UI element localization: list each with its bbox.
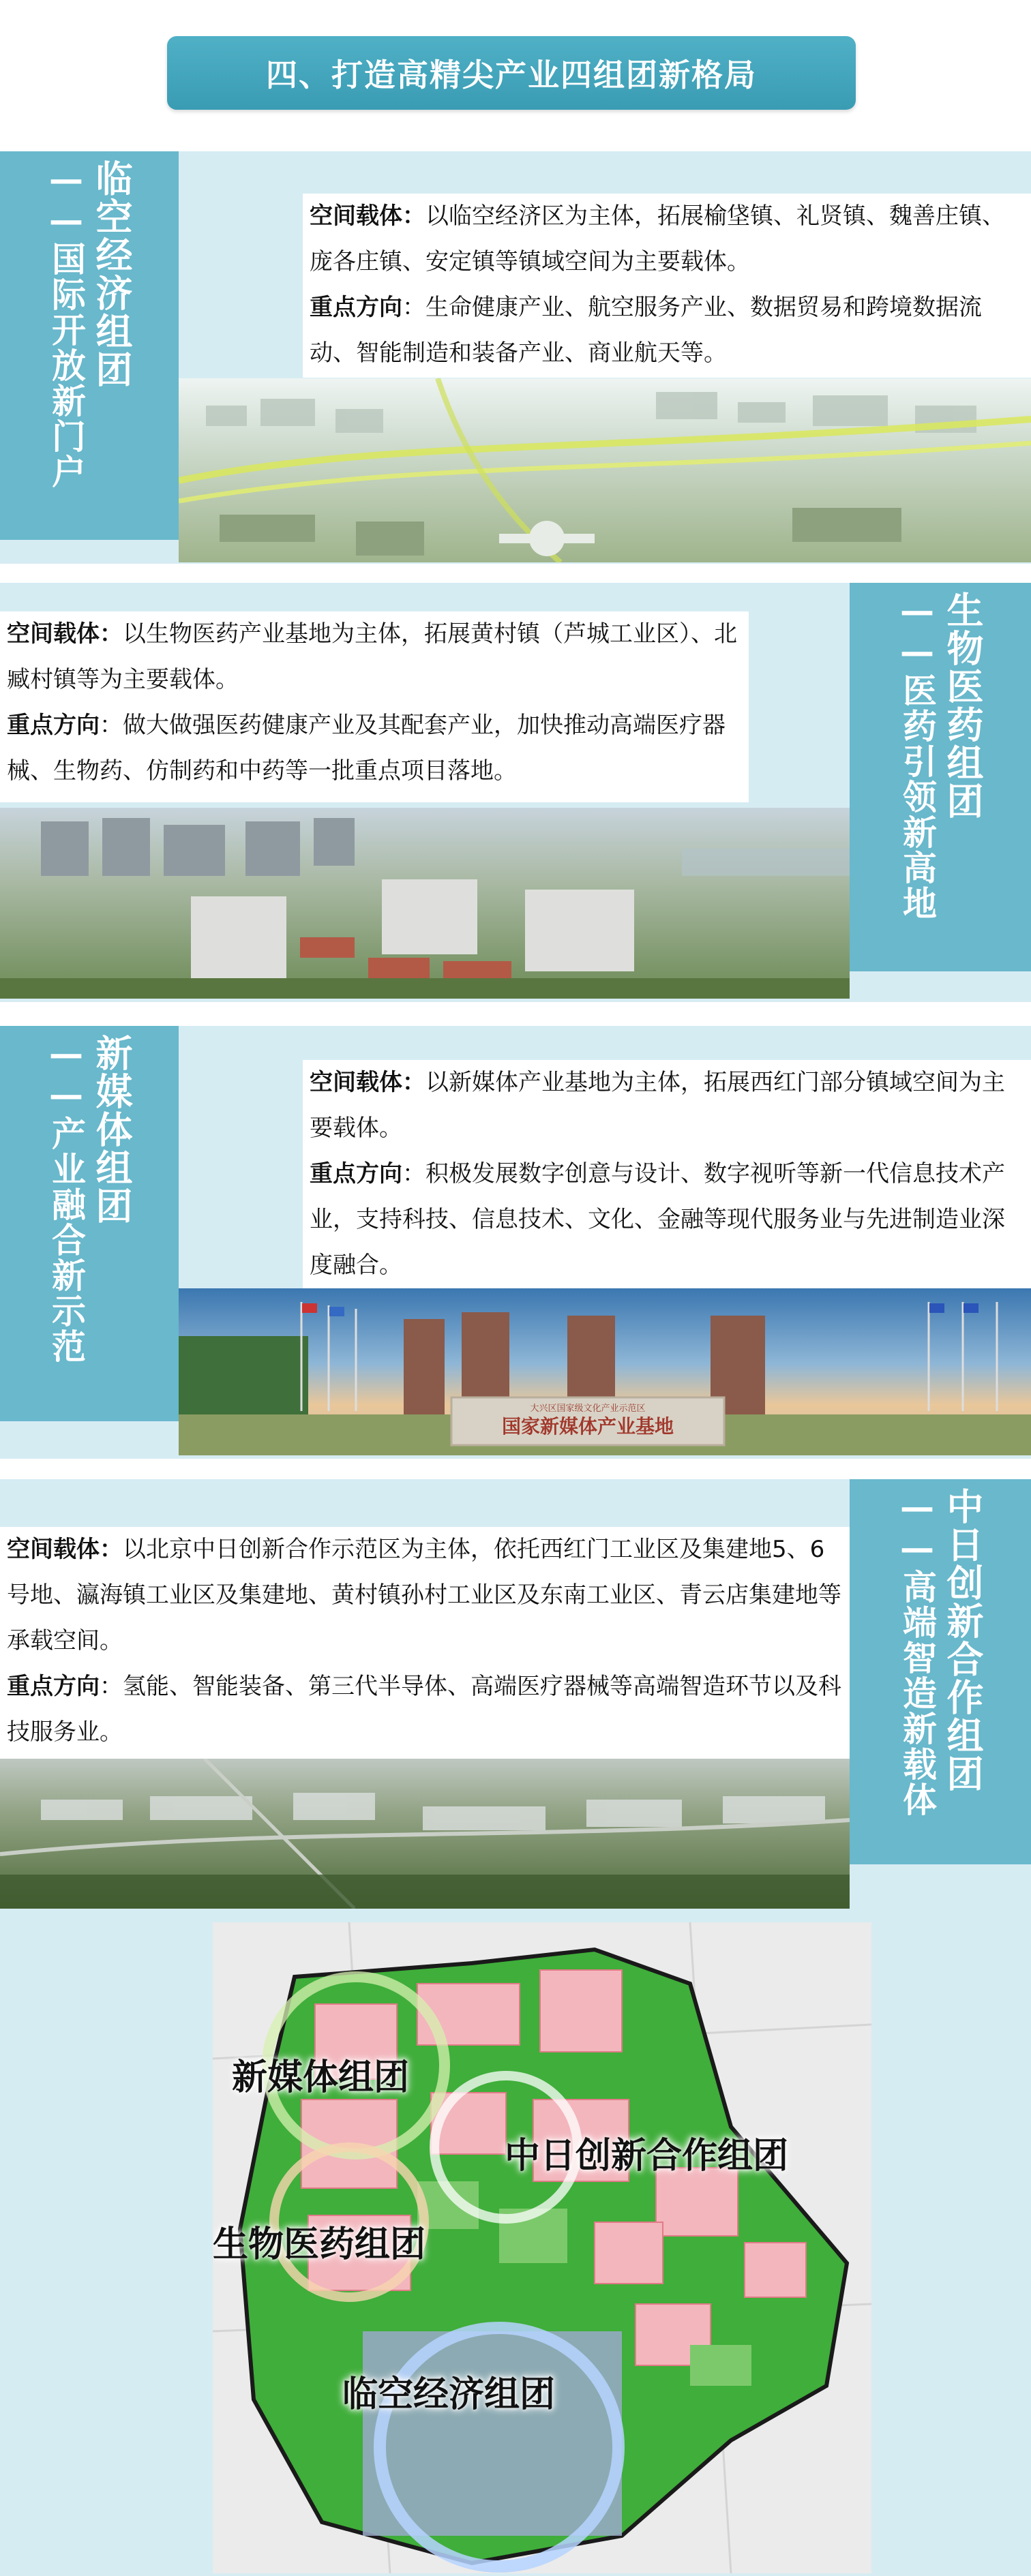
cluster-4-slogan: ——高端智造新载体 bbox=[897, 1487, 937, 1817]
cluster-4-focus-label: 重点方向 bbox=[7, 1673, 100, 1700]
cluster-2-name: 生物医药组团 bbox=[941, 591, 984, 820]
cluster-3-slogan: ——产业融合新示范 bbox=[46, 1034, 86, 1364]
cluster-3-description bbox=[303, 1060, 1031, 1288]
map-label-media: 新媒体组团 bbox=[232, 2057, 410, 2098]
cluster-3-space-label: 空间载体： bbox=[310, 1069, 425, 1096]
cluster-2-space-text: 以生物医药产业基地为主体，拓展黄村镇（芦城工业区）、北臧村镇等为主要载体。 bbox=[7, 620, 737, 693]
cluster-2-industrial-park-photo bbox=[0, 808, 850, 999]
cluster-2-focus-text: ：做大做强医药健康产业及其配套产业，加快推动高端医疗器械、生物药、仿制药和中药等一批重点项目落地。 bbox=[7, 712, 726, 785]
cluster-2-sidebar bbox=[850, 583, 1031, 971]
cluster-3-focus-label: 重点方向 bbox=[310, 1160, 402, 1187]
page-title: 四、打造高精尖产业四组团新格局 bbox=[167, 36, 856, 110]
cluster-1-slogan: ——国际开放新门户 bbox=[46, 160, 86, 489]
cluster-4-sidebar bbox=[850, 1479, 1031, 1864]
cluster-1-description bbox=[303, 194, 1031, 378]
district-map bbox=[213, 1922, 871, 2573]
cluster-2-focus-label: 重点方向 bbox=[7, 712, 100, 739]
cluster-1-sidebar bbox=[0, 151, 179, 540]
cluster-2-space-label: 空间载体： bbox=[7, 620, 123, 648]
cluster-3-focus-text: ：积极发展数字创意与设计、数字视听等新一代信息技术产业，支持科技、信息技术、文化、金融等现代服务业与先进制造业深度融合。 bbox=[310, 1160, 1005, 1279]
cluster-4-space-label: 空间载体： bbox=[7, 1536, 123, 1563]
cluster-4-aerial-photo bbox=[0, 1759, 850, 1909]
cluster-4-space-text: 以北京中日创新合作示范区为主体，依托西红门工业区及集建地5、6号地、瀛海镇工业区及集建地、黄村镇孙村工业区及东南工业区、青云店集建地等承载空间。 bbox=[7, 1536, 841, 1654]
cluster-1-space-label: 空间载体： bbox=[310, 202, 425, 230]
cluster-1-focus-text: ：生命健康产业、航空服务产业、数据贸易和跨境数据流动、智能制造和装备产业、商业航天等。 bbox=[310, 294, 982, 367]
cluster-1-focus-label: 重点方向 bbox=[310, 294, 402, 321]
cluster-3-sidebar bbox=[0, 1026, 179, 1421]
cluster-4-focus-text: ：氢能、智能装备、第三代半导体、高端医疗器械等高端智造环节以及科技服务业。 bbox=[7, 1673, 841, 1746]
cluster-1-name: 临空经济组团 bbox=[90, 160, 133, 389]
cluster-4-name: 中日创新合作组团 bbox=[941, 1487, 984, 1793]
map-label-bio: 生物医药组团 bbox=[213, 2224, 426, 2265]
cluster-3-media-base-photo bbox=[179, 1288, 1031, 1455]
map-label-airport: 临空经济组团 bbox=[342, 2374, 556, 2415]
cluster-1-aerial-photo bbox=[179, 378, 1031, 562]
map-label-sino-japan: 中日创新合作组团 bbox=[505, 2136, 789, 2177]
cluster-2-description bbox=[0, 611, 749, 802]
cluster-4-description bbox=[0, 1527, 850, 1759]
media-base-sign-title: 国家新媒体产业基地 bbox=[501, 1416, 674, 1437]
media-base-sign-subtitle: 大兴区国家级文化产业示范区 bbox=[530, 1403, 646, 1413]
cluster-3-space-text: 以新媒体产业基地为主体，拓展西红门部分镇域空间为主要载体。 bbox=[310, 1069, 1005, 1142]
cluster-1-space-text: 以临空经济区为主体，拓展榆垡镇、礼贤镇、魏善庄镇、庞各庄镇、安定镇等镇域空间为主要载体。 bbox=[310, 202, 1005, 275]
cluster-3-name: 新媒体组团 bbox=[90, 1034, 133, 1225]
cluster-2-slogan: ——医药引领新高地 bbox=[897, 591, 937, 921]
